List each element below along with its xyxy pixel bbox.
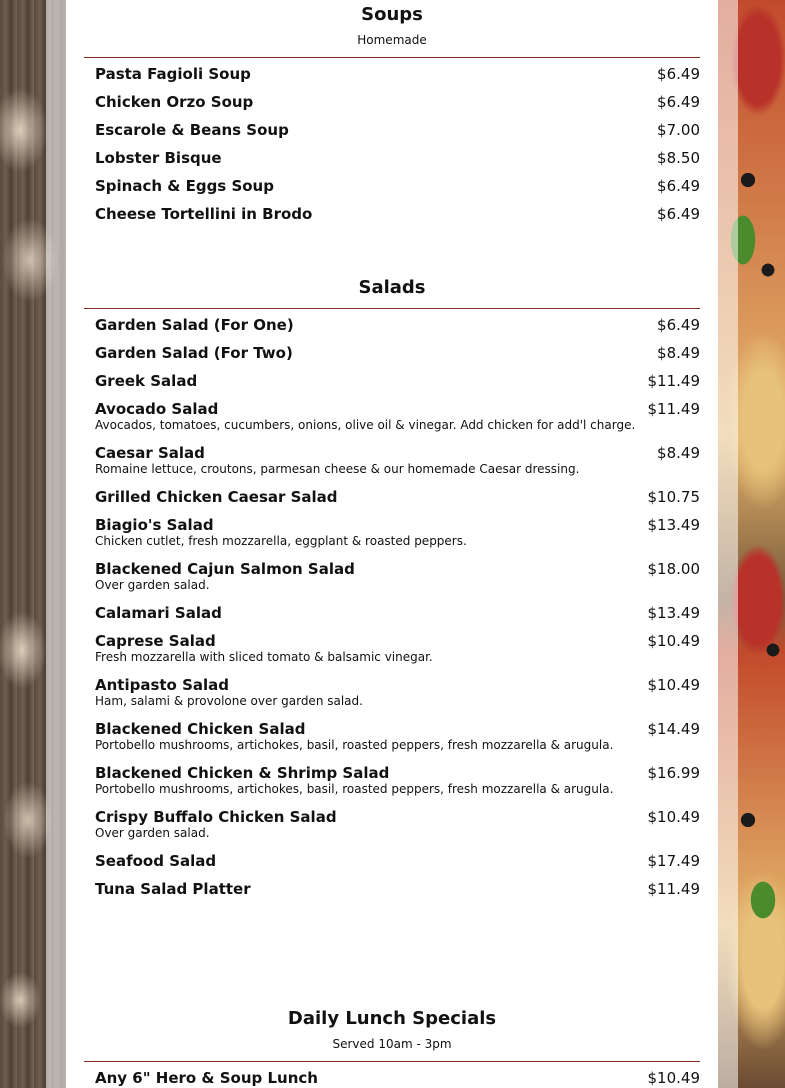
item-description: Portobello mushrooms, artichokes, basil, roasted peppers, fresh mozzarella & arugula.	[95, 738, 614, 752]
item-name: Blackened Chicken Salad	[95, 720, 306, 738]
item-description: Fresh mozzarella with sliced tomato & balsamic vinegar.	[95, 650, 433, 664]
item-name: Antipasto Salad	[95, 676, 230, 694]
menu-item[interactable]	[84, 1064, 700, 1088]
item-name: Tuna Salad Platter	[95, 880, 251, 898]
item-name: Garden Salad (For Two)	[95, 344, 293, 362]
item-description: Romaine lettuce, croutons, parmesan cheese & our homemade Caesar dressing.	[95, 462, 580, 476]
item-name: Crispy Buffalo Chicken Salad	[95, 808, 337, 826]
item-price: $7.00	[657, 121, 700, 139]
item-price: $10.49	[647, 1069, 700, 1087]
section-title: Salads	[358, 277, 426, 298]
section-subtitle: Homemade	[357, 33, 427, 47]
section-divider	[84, 308, 700, 309]
menu-panel	[66, 0, 718, 1088]
item-name: Calamari Salad	[95, 604, 222, 622]
menu-item[interactable]	[84, 875, 700, 903]
item-price: $13.49	[647, 516, 700, 534]
item-price: $8.49	[657, 344, 700, 362]
item-description: Portobello mushrooms, artichokes, basil, roasted peppers, fresh mozzarella & arugula.	[95, 782, 614, 796]
item-description: Ham, salami & provolone over garden salad.	[95, 694, 363, 708]
item-price: $13.49	[647, 604, 700, 622]
item-name: Lobster Bisque	[95, 149, 222, 167]
menu-item[interactable]	[84, 599, 700, 627]
item-price: $14.49	[647, 720, 700, 738]
item-price: $6.49	[657, 177, 700, 195]
item-name: Seafood Salad	[95, 852, 217, 870]
item-price: $17.49	[647, 852, 700, 870]
background-veil-left	[46, 0, 66, 1088]
menu-item[interactable]	[84, 511, 700, 555]
item-name: Blackened Chicken & Shrimp Salad	[95, 764, 390, 782]
item-price: $8.49	[657, 444, 700, 462]
item-name: Avocado Salad	[95, 400, 219, 418]
menu-item[interactable]	[84, 627, 700, 671]
item-name: Any 6" Hero & Soup Lunch	[95, 1069, 318, 1087]
item-name: Escarole & Beans Soup	[95, 121, 289, 139]
item-price: $10.49	[647, 808, 700, 826]
menu-item[interactable]	[84, 395, 700, 439]
item-price: $16.99	[647, 764, 700, 782]
menu-item[interactable]	[84, 671, 700, 715]
menu-item-list	[84, 1064, 700, 1088]
section-title: Soups	[361, 4, 423, 25]
section-daily-lunch-specials	[84, 1008, 700, 1088]
section-subtitle: Served 10am - 3pm	[332, 1037, 452, 1051]
item-price: $10.49	[647, 676, 700, 694]
item-name: Grilled Chicken Caesar Salad	[95, 488, 338, 506]
section-divider	[84, 57, 700, 58]
item-description: Chicken cutlet, fresh mozzarella, eggplant & roasted peppers.	[95, 534, 467, 548]
menu-item[interactable]	[84, 88, 700, 116]
menu-item-list	[84, 311, 700, 903]
item-price: $10.75	[647, 488, 700, 506]
menu-item[interactable]	[84, 847, 700, 875]
menu-item[interactable]	[84, 715, 700, 759]
item-price: $6.49	[657, 65, 700, 83]
menu-item[interactable]	[84, 367, 700, 395]
item-name: Caprese Salad	[95, 632, 216, 650]
section-soups	[84, 4, 700, 228]
menu-item[interactable]	[84, 339, 700, 367]
item-description: Over garden salad.	[95, 578, 210, 592]
item-name: Biagio's Salad	[95, 516, 214, 534]
item-name: Greek Salad	[95, 372, 198, 390]
menu-item[interactable]	[84, 555, 700, 599]
item-price: $10.49	[647, 632, 700, 650]
item-name: Blackened Cajun Salmon Salad	[95, 560, 355, 578]
menu-item-list	[84, 60, 700, 228]
item-name: Pasta Fagioli Soup	[95, 65, 251, 83]
section-title: Daily Lunch Specials	[287, 1008, 497, 1029]
item-price: $8.50	[657, 149, 700, 167]
background-veil-right	[718, 0, 738, 1088]
item-price: $6.49	[657, 316, 700, 334]
item-name: Cheese Tortellini in Brodo	[95, 205, 313, 223]
item-price: $6.49	[657, 93, 700, 111]
item-name: Spinach & Eggs Soup	[95, 177, 274, 195]
menu-item[interactable]	[84, 483, 700, 511]
item-name: Chicken Orzo Soup	[95, 93, 254, 111]
item-description: Avocados, tomatoes, cucumbers, onions, olive oil & vinegar. Add chicken for add'l charge.	[95, 418, 636, 432]
item-price: $11.49	[647, 880, 700, 898]
section-divider	[84, 1061, 700, 1062]
item-description: Over garden salad.	[95, 826, 210, 840]
item-name: Caesar Salad	[95, 444, 205, 462]
menu-item[interactable]	[84, 759, 700, 803]
menu-item[interactable]	[84, 172, 700, 200]
item-price: $11.49	[647, 400, 700, 418]
item-name: Garden Salad (For One)	[95, 316, 294, 334]
item-price: $6.49	[657, 205, 700, 223]
menu-item[interactable]	[84, 60, 700, 88]
item-price: $11.49	[647, 372, 700, 390]
menu-item[interactable]	[84, 439, 700, 483]
menu-item[interactable]	[84, 311, 700, 339]
section-salads	[84, 277, 700, 903]
menu-item[interactable]	[84, 116, 700, 144]
item-price: $18.00	[647, 560, 700, 578]
menu-item[interactable]	[84, 144, 700, 172]
menu-item[interactable]	[84, 803, 700, 847]
menu-item[interactable]	[84, 200, 700, 228]
